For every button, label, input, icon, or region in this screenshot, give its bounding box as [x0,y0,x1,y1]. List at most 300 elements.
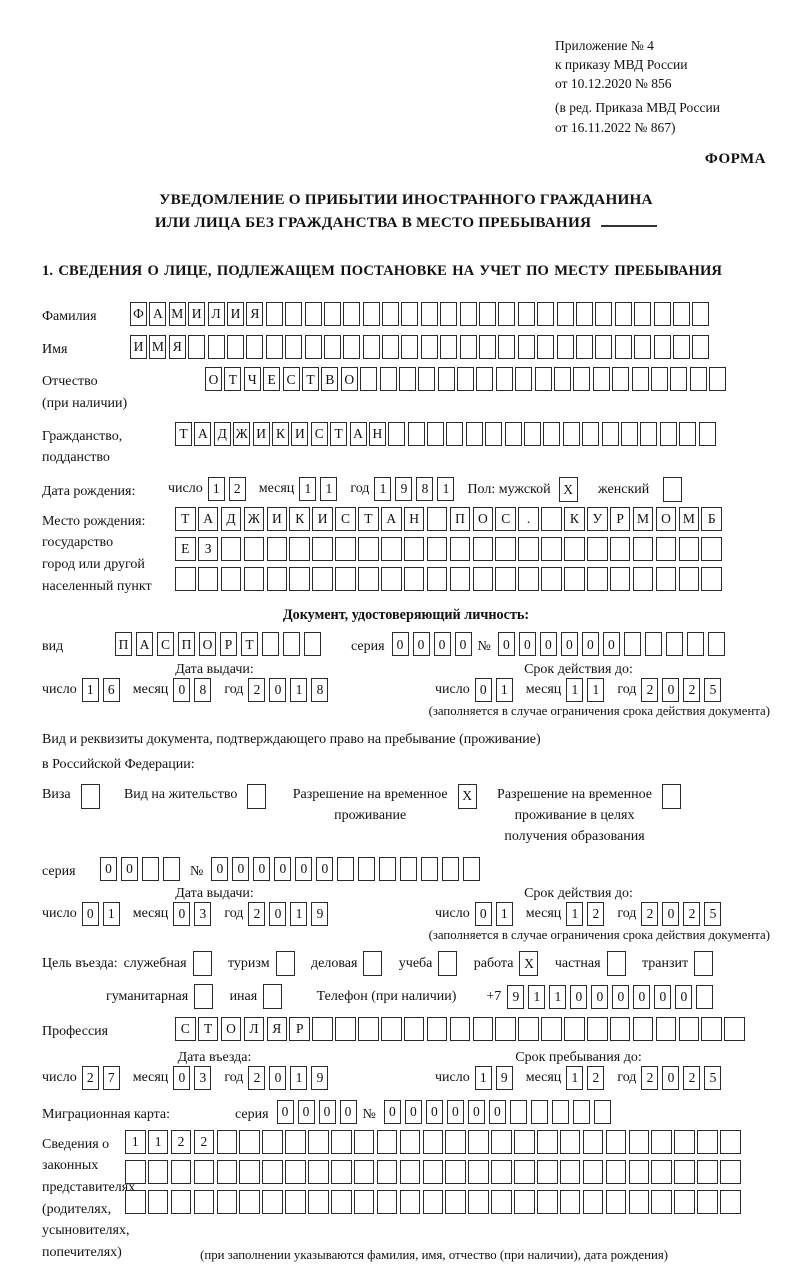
form-cell [518,567,539,591]
visa-option [42,784,102,809]
form-cell [629,1130,650,1154]
form-cell: И [227,302,244,326]
form-cell [358,1017,379,1041]
form-cell [615,302,632,326]
form-cell [427,537,448,561]
form-cell [360,367,377,391]
entry-purpose-row [42,951,770,976]
form-cell [446,422,463,446]
form-cell [198,567,219,591]
form-cell: 0 [654,985,671,1009]
form-cell [560,1190,581,1214]
purpose-option: частная [555,951,628,976]
form-cell [354,1160,375,1184]
form-cell: Я [267,1017,288,1041]
form-cell [537,1190,558,1214]
form-cell: Д [221,507,242,531]
purpose-option: учеба [399,951,460,976]
form-cell [701,567,722,591]
form-cell [621,422,638,446]
stay-expiry-day [475,902,517,926]
doc-issue-heading: Дата выдачи: [175,662,254,678]
form-cell [514,1130,535,1154]
form-cell [720,1130,741,1154]
form-cell [554,367,571,391]
form-cell [564,537,585,561]
form-cell: З [198,537,219,561]
form-cell: А [194,422,211,446]
form-cell [194,1160,215,1184]
form-cell [440,302,457,326]
law-reference-block [555,36,770,137]
profession-row [42,1017,770,1043]
form-cell: 1 [566,1066,583,1090]
title-blank-underline [601,213,657,227]
form-cell: 0 [269,678,286,702]
form-cell [142,857,159,881]
entry-year [248,1066,332,1090]
form-cell [445,1190,466,1214]
form-cell [576,335,593,359]
purpose-checkbox [276,951,297,976]
form-cell [289,537,310,561]
form-cell [267,567,288,591]
form-cell [400,1190,421,1214]
purpose-option: гуманитарная [106,984,216,1009]
form-cell [285,1190,306,1214]
form-cell [560,1160,581,1184]
form-cell [262,1130,283,1154]
purpose-checkbox [363,951,384,976]
form-cell [221,537,242,561]
form-cell [266,335,283,359]
form-cell: 0 [447,1100,464,1124]
birth-place-cells-row2 [175,537,724,561]
form-cell [263,984,282,1009]
form-cell: 0 [277,1100,294,1124]
form-cell [460,335,477,359]
form-cell [537,1130,558,1154]
form-cell [654,335,671,359]
form-cell [634,335,651,359]
form-cell: 0 [426,1100,443,1124]
form-cell: А [381,507,402,531]
doc-expiry-year [641,678,725,702]
purpose-option: служебная [124,951,214,976]
doc-expiry-date: число 0 1 месяц 1 1 год 2 0 2 5 [387,678,770,702]
form-cell [363,302,380,326]
citizenship-cells [175,422,718,446]
form-cell [687,632,704,656]
form-cell [239,1190,260,1214]
form-cell: 0 [82,902,99,926]
form-cell [308,1190,329,1214]
mc-number-label: № [362,1106,376,1122]
form-cell [400,1160,421,1184]
form-cell: 8 [416,477,433,501]
stay-series-label: серия [42,863,76,879]
stay-issue-day [82,902,124,926]
doc-issue-year [248,678,332,702]
form-cell [518,1017,539,1041]
doc-number-cells [498,632,729,656]
form-cell: 7 [103,1066,120,1090]
doc-kind-label: вид [42,639,64,655]
form-cell: О [199,632,216,656]
form-cell: 2 [587,1066,604,1090]
form-cell: 8 [311,678,328,702]
form-cell [194,1190,215,1214]
form-cell [610,537,631,561]
doc-expiry-day [475,678,517,702]
form-cell [632,367,649,391]
form-cell [194,984,213,1009]
surname-cells [130,302,712,326]
gender-female-checkbox [663,477,684,502]
form-cell [709,367,726,391]
form-cell [557,335,574,359]
birth-place-row [42,507,770,598]
form-cell [308,1130,329,1154]
form-cell [81,784,100,809]
entry-purpose-label: Цель въезда: [42,955,118,971]
form-cell [438,951,457,976]
form-cell: Т [175,507,196,531]
form-cell: 0 [392,632,409,656]
form-cell: Ж [244,507,265,531]
title-line-2: ИЛИ ЛИЦА БЕЗ ГРАЖДАНСТВА В МЕСТО ПРЕБЫВАНИЯ [42,211,770,235]
form-cell [582,422,599,446]
form-cell: 1 [566,678,583,702]
form-cell: 1 [437,477,454,501]
form-cell [699,422,716,446]
form-cell [573,367,590,391]
form-cell [239,1160,260,1184]
purpose-checkbox [694,951,715,976]
form-cell: 0 [662,902,679,926]
stay-series-cells [100,857,184,881]
form-cell [606,1190,627,1214]
form-cell [404,567,425,591]
form-cell [445,1130,466,1154]
form-cell: А [149,302,166,326]
entry-date: число 2 7 месяц 0 3 год 2 0 1 9 [42,1066,387,1090]
form-cell [217,1130,238,1154]
form-cell [541,507,562,531]
form-cell [587,537,608,561]
form-cell: Ч [244,367,261,391]
form-cell: 2 [171,1130,192,1154]
form-cell [660,422,677,446]
form-cell: Я [169,335,186,359]
form-cell [479,335,496,359]
form-cell [473,537,494,561]
form-cell [163,857,180,881]
form-cell: 0 [232,857,249,881]
form-cell [505,422,522,446]
form-cell [587,1017,608,1041]
form-cell: 9 [311,902,328,926]
surname-row [42,302,770,328]
form-cell: 1 [290,678,307,702]
form-cell [421,302,438,326]
law-ref-line: Приложение № 4 [555,38,654,53]
form-cell [227,335,244,359]
form-cell [537,302,554,326]
form-cell [440,335,457,359]
form-cell: О [473,507,494,531]
form-cell [381,567,402,591]
form-cell [518,537,539,561]
form-cell: О [221,1017,242,1041]
form-cell [239,1130,260,1154]
form-cell: К [564,507,585,531]
form-cell [266,302,283,326]
form-cell [246,335,263,359]
form-cell [607,951,626,976]
form-cell [401,335,418,359]
form-cell [171,1160,192,1184]
birth-place-cells-row3 [175,567,724,591]
doc-expiry-heading: Срок действия до: [524,662,633,678]
form-cell [606,1130,627,1154]
form-cell [537,1160,558,1184]
form-cell: 1 [528,985,545,1009]
doc-issue-date: число 1 6 месяц 0 8 год 2 0 1 8 [42,678,387,702]
form-cell [427,507,448,531]
form-cell [610,567,631,591]
form-cell: И [312,507,333,531]
form-cell [535,367,552,391]
form-cell: 5 [704,902,721,926]
purpose-checkbox [193,951,214,976]
edu-residence-checkbox [652,784,683,809]
stay-expiry-date: число 0 1 месяц 1 2 год 2 0 2 5 [387,902,770,926]
form-cell [380,367,397,391]
form-cell [208,335,225,359]
form-cell [679,422,696,446]
legal-reps-label: Сведения о законных представителях (родителях, усыновителях, попечителях) [42,1136,136,1261]
form-cell [423,1160,444,1184]
purpose-checkbox [194,984,215,1009]
form-cell: К [272,422,289,446]
form-cell [498,302,515,326]
form-cell [531,1100,548,1124]
form-cell [654,302,671,326]
year-label: год [350,481,370,497]
form-cell [125,1190,146,1214]
form-cell [666,632,683,656]
form-cell: В [321,367,338,391]
form-cell [595,335,612,359]
doc-kind-cells [115,632,325,656]
stay-issue-year [248,902,332,926]
patronymic-row [42,367,770,414]
form-cell: Т [241,632,258,656]
firstname-row [42,335,770,361]
form-cell [400,857,417,881]
form-cell: М [149,335,166,359]
citizenship-label: Гражданство, подданство [42,428,123,466]
purpose-checkbox [438,951,459,976]
form-cell [377,1190,398,1214]
form-cell: 0 [675,985,692,1009]
phone-cells [507,985,717,1009]
form-cell [610,1017,631,1041]
form-cell: Б [701,507,722,531]
citizenship-row [42,422,770,469]
form-cell [335,1017,356,1041]
form-cell [427,422,444,446]
stay-expiry-month [566,902,608,926]
legal-reps-row [42,1130,770,1264]
form-cell [358,537,379,561]
form-cell: 3 [194,902,211,926]
form-cell: С [175,1017,196,1041]
phone-prefix: +7 [486,988,502,1004]
form-cell [427,1017,448,1041]
birth-year-cells [374,477,458,501]
form-cell [418,367,435,391]
form-cell [335,537,356,561]
form-cell [679,1017,700,1041]
purpose-option: деловая [311,951,385,976]
doc-number-label: № [477,639,491,655]
form-cell [473,1017,494,1041]
form-cell: П [115,632,132,656]
form-cell: 0 [475,678,492,702]
form-cell: 0 [475,902,492,926]
form-cell [343,302,360,326]
form-cell [262,1160,283,1184]
surname-label: Фамилия [42,308,97,324]
law-ref-line: к приказу МВД России [555,57,688,73]
form-cell [404,1017,425,1041]
form-cell [148,1190,169,1214]
form-cell [337,857,354,881]
birth-month-cells [299,477,341,501]
birth-day-cells [208,477,250,501]
form-cell [633,567,654,591]
form-cell [518,302,535,326]
form-cell: 2 [641,902,658,926]
doc-series-cells [392,632,476,656]
form-cell: Я [246,302,263,326]
stay-issue-heading: Дата выдачи: [175,886,254,902]
form-cell [305,302,322,326]
form-cell [615,335,632,359]
form-cell: Н [404,507,425,531]
form-cell: 0 [582,632,599,656]
form-cell: 9 [507,985,524,1009]
form-cell [583,1190,604,1214]
form-cell [656,567,677,591]
form-cell: Л [208,302,225,326]
month-label: месяц [258,481,295,497]
form-cell [421,335,438,359]
stay-expiry-note: (заполняется в случае ограничения срока действия документа) [428,928,770,943]
form-cell: 0 [413,632,430,656]
form-cell [606,1160,627,1184]
form-cell [363,951,382,976]
form-cell [358,567,379,591]
purpose-checkbox [263,984,284,1009]
form-cell [514,1190,535,1214]
form-cell: О [656,507,677,531]
form-cell [445,1160,466,1184]
form-cell [400,1130,421,1154]
form-cell [634,302,651,326]
form-cell [401,302,418,326]
form-cell: А [136,632,153,656]
patronymic-cells [205,367,729,391]
form-cell: 2 [587,902,604,926]
phone-label: Телефон (при наличии) [316,988,457,1004]
stay-issue-month [173,902,215,926]
profession-label: Профессия [42,1024,109,1040]
form-cell: 1 [125,1130,146,1154]
mc-series-cells [277,1100,361,1124]
form-cell [587,567,608,591]
form-cell: Е [175,537,196,561]
purpose-option: работа X [474,951,541,976]
purpose-checkbox [519,951,540,976]
form-cell: А [198,507,219,531]
form-cell: И [188,302,205,326]
form-cell [724,1017,745,1041]
form-cell [679,567,700,591]
form-cell [377,1160,398,1184]
form-cell: А [350,422,367,446]
form-cell [308,1160,329,1184]
form-cell [495,567,516,591]
form-cell: 9 [311,1066,328,1090]
temp-residence-checkbox [448,784,479,809]
stay-doc-type-row [42,784,770,847]
form-cell: 0 [340,1100,357,1124]
form-cell: К [289,507,310,531]
form-cell [427,567,448,591]
residence-permit-checkbox [237,784,268,809]
form-cell: Т [198,1017,219,1041]
form-cell [697,1160,718,1184]
form-cell [552,1100,569,1124]
form-cell: 1 [475,1066,492,1090]
form-cell [651,1130,672,1154]
section-1-heading: 1. СВЕДЕНИЯ О ЛИЦЕ, ПОДЛЕЖАЩЕМ ПОСТАНОВКЕ НА УЧЕТ ПО МЕСТУ ПРЕБЫВАНИЯ [42,262,723,279]
form-cell [460,302,477,326]
gender-male-label: Пол: мужской [467,481,551,497]
stay-number-cells [211,857,484,881]
form-cell [720,1190,741,1214]
form-cell [537,335,554,359]
form-cell [629,1160,650,1184]
form-cell: 0 [612,985,629,1009]
form-cell [408,422,425,446]
residence-permit-option [124,784,269,809]
form-cell: И [253,422,270,446]
form-cell [479,302,496,326]
form-cell [382,302,399,326]
form-cell: 2 [683,1066,700,1090]
form-cell [148,1160,169,1184]
form-cell [692,335,709,359]
form-cell [457,367,474,391]
form-cell [331,1190,352,1214]
form-cell: 0 [384,1100,401,1124]
form-cell [283,632,300,656]
form-cell: Р [610,507,631,531]
